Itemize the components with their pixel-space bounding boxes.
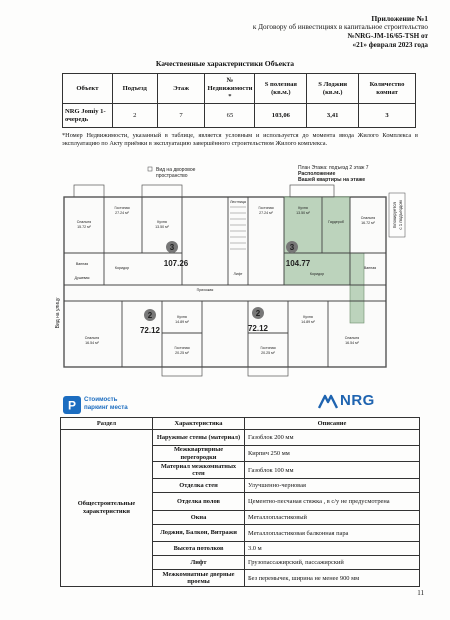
room-label: Кухня bbox=[177, 315, 187, 319]
room-label: Лестница bbox=[230, 200, 246, 204]
char-cell: Наружные стены (материал) bbox=[153, 430, 245, 446]
apartment-2-rooms: 3 bbox=[289, 243, 295, 252]
desc-cell: Грузопассажирский, пассажирский bbox=[245, 556, 420, 570]
char-cell: Материал межкомнатных стен bbox=[153, 462, 245, 479]
room-label: Спальня bbox=[76, 220, 92, 224]
char-cell: Межкомнатные дверные проемы bbox=[153, 570, 245, 587]
apartment-1-rooms: 3 bbox=[169, 243, 175, 252]
parking-cost-line1: Стоимость bbox=[84, 396, 118, 403]
highlighted-apartment-loggia bbox=[350, 253, 364, 323]
apartment-3-rooms: 2 bbox=[147, 311, 153, 320]
section-cell: Общестроительные характеристики bbox=[61, 430, 153, 587]
col-rooms: Количество комнат bbox=[359, 74, 416, 104]
apartment-2-area: 104.77 bbox=[285, 259, 311, 268]
loggia-s1 bbox=[162, 367, 202, 376]
desc-cell: Металлопластиковая балконная пара bbox=[245, 525, 420, 542]
section-title: Качественные характеристики Объекта bbox=[155, 59, 295, 68]
room-area: 20.25 м² bbox=[261, 351, 275, 355]
appendix-header bbox=[253, 14, 428, 50]
room-label: Душевая bbox=[74, 276, 90, 280]
specs-table-header bbox=[61, 418, 420, 430]
nrg-logo-text: NRG bbox=[340, 392, 375, 409]
parking-icon bbox=[62, 395, 82, 415]
room-label: Ванная bbox=[75, 262, 89, 266]
char-cell: Отделка полов bbox=[153, 493, 245, 511]
room-label: Кухня bbox=[303, 315, 313, 319]
desc-cell: Без перемычек, ширина не менее 900 мм bbox=[245, 570, 420, 587]
loggia-s2 bbox=[248, 367, 288, 376]
room-area: 16.72 м² bbox=[361, 221, 375, 225]
room-label: Кухня bbox=[298, 206, 308, 210]
room-label: Гостиная bbox=[258, 206, 274, 210]
cell-useful-area: 103,06 bbox=[255, 104, 307, 128]
nrg-logo bbox=[318, 390, 398, 412]
desc-cell: Улучшенно-черновая bbox=[245, 479, 420, 493]
room-label: Коридор bbox=[309, 272, 325, 276]
parking-cost-text bbox=[84, 396, 128, 411]
appendix-title: Приложение №1 bbox=[371, 14, 428, 23]
desc-cell: Газоблок 100 мм bbox=[245, 462, 420, 479]
room-label: Спальня bbox=[344, 336, 360, 340]
room-area: 27.24 м² bbox=[259, 211, 273, 215]
cell-entrance: 2 bbox=[112, 104, 157, 128]
room-label: Гардероб bbox=[328, 220, 344, 224]
yard-view-icon bbox=[148, 167, 152, 171]
cell-object: NRG Jomiy 1-очередь bbox=[63, 104, 113, 128]
loggia-ne bbox=[290, 185, 334, 197]
contract-date: «21» февраля 2023 года bbox=[352, 41, 428, 49]
desc-cell: Цементно-песчаная стяжка , в с/у не предусмотрена bbox=[245, 493, 420, 511]
plan-legend-line3: Вашей квартиры на этаже bbox=[298, 177, 366, 183]
cell-rooms: 3 bbox=[359, 104, 416, 128]
col-object: Объект bbox=[63, 74, 113, 104]
char-cell: Межквартирные перегородки bbox=[153, 446, 245, 462]
room-label: Кухня bbox=[157, 220, 167, 224]
room-area: 13.50 м² bbox=[296, 211, 310, 215]
table-row bbox=[63, 104, 416, 128]
apartment-4-area: 72.12 bbox=[247, 324, 269, 333]
contract-number: №NRG-JM-16/65-TSH от bbox=[347, 32, 428, 40]
col-loggia-area: S Лоджии (кв.м.) bbox=[307, 74, 359, 104]
col-entrance: Подъезд bbox=[112, 74, 157, 104]
room-area: 14.89 м² bbox=[301, 320, 315, 324]
footnote: *Номер Недвижимости, указанный в таблице, является условным и используется до момента ввода Жилого Комплекса в эксплуатацию по Акту приёмки в эксплуатацию завершённого строительством Жилого комплекса. bbox=[62, 132, 418, 148]
room-label: Ванная bbox=[363, 266, 377, 270]
col-characteristic: Характеристика bbox=[153, 418, 245, 430]
nrg-logo-icon bbox=[318, 393, 338, 409]
room-label: Лифт bbox=[233, 272, 243, 276]
desc-cell: 3.0 м bbox=[245, 542, 420, 556]
svg-text:P: P bbox=[67, 398, 77, 413]
floor-plan bbox=[52, 163, 408, 381]
apartment-1-area: 107.26 bbox=[163, 259, 189, 268]
object-table-header bbox=[63, 74, 416, 104]
char-cell: Высота потолков bbox=[153, 542, 245, 556]
char-cell: Окна bbox=[153, 511, 245, 525]
room-area: 16.54 м² bbox=[85, 341, 99, 345]
plan-legend-line2: Расположение bbox=[298, 171, 336, 177]
desc-cell: Металлопластиковый bbox=[245, 511, 420, 525]
room-label: Гостиная bbox=[174, 346, 190, 350]
cell-floor: 7 bbox=[157, 104, 205, 128]
room-label: Гостиная bbox=[260, 346, 276, 350]
specs-table bbox=[60, 417, 420, 587]
col-property-no: № Недвижимости * bbox=[205, 74, 255, 104]
object-table bbox=[62, 73, 416, 128]
street-view-label: Вид на улицу bbox=[55, 297, 61, 329]
floor-plan-drawing bbox=[52, 163, 408, 381]
char-cell: Лифт bbox=[153, 556, 245, 570]
room-area: 14.89 м² bbox=[175, 320, 189, 324]
table-row bbox=[61, 430, 420, 446]
char-cell: Лоджия, Балкон, Витражи bbox=[153, 525, 245, 542]
loggia-n bbox=[142, 185, 182, 197]
cell-loggia-area: 3,41 bbox=[307, 104, 359, 128]
yard-view-label: Вид на дворовое bbox=[156, 167, 196, 173]
room-area: 15.72 м² bbox=[77, 225, 91, 229]
desc-cell: Кирпич 250 мм bbox=[245, 446, 420, 462]
col-section: Раздел bbox=[61, 418, 153, 430]
room-label: Коридор bbox=[114, 266, 130, 270]
page-number: 11 bbox=[417, 589, 424, 597]
plan-legend-title: План Этажа: подъезд 2 этаж 7 bbox=[298, 165, 369, 171]
apartment-3-area: 72.12 bbox=[139, 326, 161, 335]
room-area: 16.54 м² bbox=[345, 341, 359, 345]
adjacent-block-label-2: с 1 подъездом bbox=[398, 200, 403, 230]
room-area: 27.24 м² bbox=[115, 211, 129, 215]
adjacent-block-label: Блокируется bbox=[392, 202, 397, 228]
appendix-contract-ref: к Договору об инвестициях в капитальное строительство bbox=[252, 23, 428, 31]
room-label: Спальня bbox=[84, 336, 100, 340]
room-label: Прихожая bbox=[196, 288, 214, 292]
apartment-4-rooms: 2 bbox=[255, 309, 261, 318]
yard-view-label-2: пространство bbox=[156, 173, 188, 179]
col-useful-area: S полезная (кв.м.) bbox=[255, 74, 307, 104]
room-label: Спальня bbox=[360, 216, 376, 220]
char-cell: Отделка стен bbox=[153, 479, 245, 493]
col-description: Описание bbox=[245, 418, 420, 430]
desc-cell: Газоблок 200 мм bbox=[245, 430, 420, 446]
room-area: 20.25 м² bbox=[175, 351, 189, 355]
loggia-nw bbox=[74, 185, 104, 197]
room-area: 13.50 м² bbox=[155, 225, 169, 229]
parking-cost-line2: паркинг места bbox=[84, 403, 128, 411]
cell-property-no: 65 bbox=[205, 104, 255, 128]
col-floor: Этаж bbox=[157, 74, 205, 104]
room-label: Гостиная bbox=[114, 206, 130, 210]
